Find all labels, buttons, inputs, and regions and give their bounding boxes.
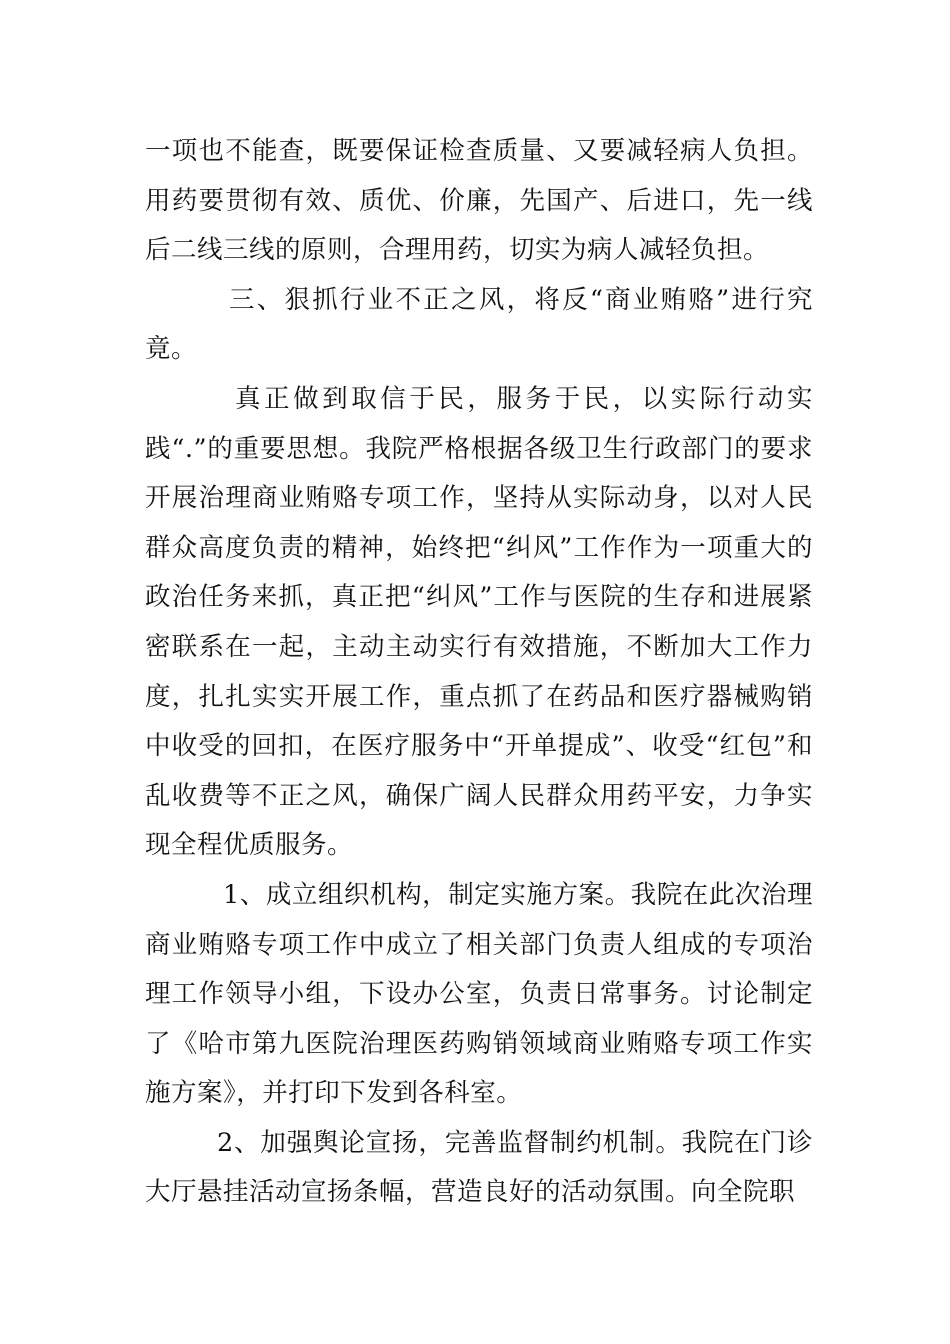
paragraph-section-three-heading: 三、狠抓行业不正之风，将反“商业贿赂”进行究竟。 (145, 284, 813, 365)
paragraph-section-three-body: 真正做到取信于民，服务于民，以实际行动实践“.”的重要思想。我院严格根据各级卫生行政部门的要求开展治理商业贿赂专项工作，坚持从实际动身，以对人民群众高度负责的精神，始终把“纠风”工作作为一项重大的政治任务来抓，真正把“纠风”工作与医院的生存和进展紧密联系在一起，主动主动实行有效措施，不断加大工作力度，扎扎实实开展工作，重点抓了在药品和医疗器械购销中收受的回扣，在医疗服务中“开单提成”、收受“红包”和乱收费等不正之风，确保广阔人民群众用药平安，力争实现全程优质服务。 (145, 383, 813, 861)
paragraph-continued: 一项也不能查，既要保证检查质量、又要减轻病人负担。用药要贯彻有效、质优、价廉，先国产、后进口，先一线后二线三线的原则，合理用药，切实为病人减轻负担。 (145, 136, 813, 266)
paragraph-item-two: 2、加强舆论宣扬，完善监督制约机制。我院在门诊大厅悬挂活动宣扬条幅，营造良好的活动氛围。向全院职 (145, 1127, 813, 1208)
document-body (145, 127, 813, 1218)
paragraph-item-one: 1、成立组织机构，制定实施方案。我院在此次治理商业贿赂专项工作中成立了相关部门负责人组成的专项治理工作领导小组，下设办公室，负责日常事务。讨论制定了《哈市第九医院治理医药购销领域商业贿赂专项工作实施方案》，并打印下发到各科室。 (145, 879, 813, 1109)
